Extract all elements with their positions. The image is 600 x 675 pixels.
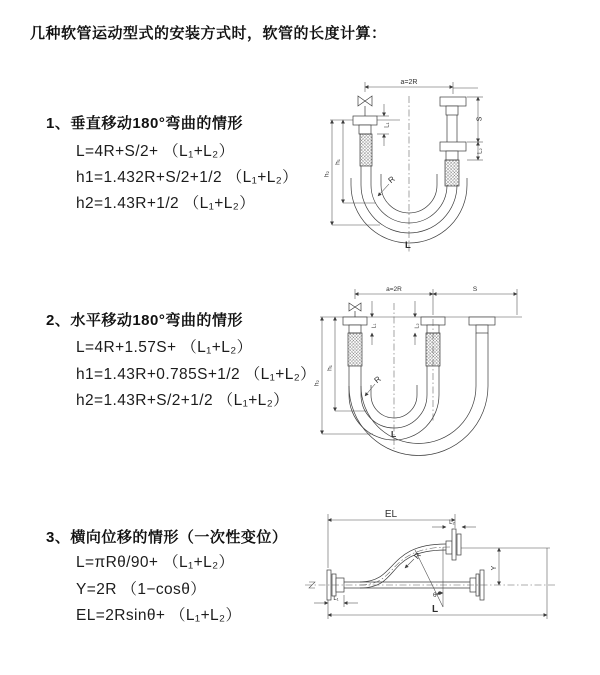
section3-formula-Y: Y=2R （1−cosθ） — [76, 581, 207, 598]
dim-label-l1: L₁ — [384, 122, 391, 128]
dim-s — [433, 286, 517, 294]
dim-label-s: S — [476, 116, 484, 122]
u-bend-hose-shifted — [349, 386, 488, 456]
dim-label-h1: h₁ — [334, 159, 342, 165]
radius-label: R — [412, 550, 423, 561]
section3-heading: 3、横向位移的情形（一次性变位） — [46, 529, 288, 546]
section1-formula-h1: h1=1.432R+S/2+1/2 （L₁+L₂） — [76, 169, 299, 186]
dim-el — [328, 509, 455, 568]
dim-label-h1: h₁ — [326, 365, 334, 371]
dim-h2 — [314, 317, 374, 434]
dim-l1 — [314, 595, 358, 607]
diagram-vertical-180-bend — [320, 70, 560, 260]
valve-icon — [358, 96, 372, 116]
valve-icon — [349, 303, 361, 317]
radius-label: R — [372, 374, 383, 385]
section1-formula-L: L=4R+S/2+ （L₁+L₂） — [76, 143, 235, 160]
dim-label-a2r: a=2R — [386, 286, 402, 293]
dim-l2 — [467, 142, 484, 160]
dim-label-s: S — [472, 286, 478, 293]
section2-formula-L: L=4R+1.57S+ （L₁+L₂） — [76, 339, 253, 356]
radius-callout — [365, 374, 383, 396]
dim-l1 — [377, 104, 391, 146]
angle-label: θ — [433, 592, 437, 599]
dim-label-l2: L₂ — [414, 323, 421, 329]
dim-label-el: EL — [384, 509, 398, 520]
displaced-flange — [446, 529, 461, 560]
dim-s — [467, 97, 484, 142]
dim-label-y: Y — [491, 565, 498, 571]
dim-label-h2: h₂ — [313, 379, 321, 387]
s-curve-hose — [360, 544, 450, 588]
dim-l — [328, 548, 547, 619]
dim-y — [491, 548, 499, 585]
length-label: L — [391, 429, 397, 439]
dim-a2r — [365, 79, 453, 94]
dim-label-l1: L₁ — [371, 323, 378, 329]
section1-formula-h2: h2=1.43R+1/2 （L₁+L₂） — [76, 195, 256, 212]
dim-label-h2: h₂ — [323, 170, 331, 178]
dim-a2r — [355, 286, 517, 315]
left-hose-fitting — [353, 116, 377, 185]
dim-label-l2: L₂ — [449, 520, 455, 526]
section3-formula-L: L=πRθ/90+ （L₁+L₂） — [76, 554, 235, 571]
section2-formula-h2: h2=1.43R+S/2+1/2 （L₁+L₂） — [76, 392, 290, 409]
dim-l1 — [372, 301, 378, 345]
dim-l2 — [432, 520, 476, 527]
dim-l2 — [415, 301, 421, 345]
section3-formula-EL: EL=2Rsinθ+ （L₁+L₂） — [76, 607, 242, 624]
diagram-horizontal-180-bend — [315, 283, 565, 468]
length-label: L — [405, 240, 411, 251]
section2-heading: 2、水平移动180°弯曲的情形 — [46, 312, 243, 329]
left-hose-fitting — [343, 317, 367, 395]
diagram-lateral-displacement — [300, 500, 600, 630]
length-label: L — [431, 604, 439, 615]
radius-label: R — [386, 174, 397, 185]
right-hose-fitting — [440, 88, 478, 186]
dim-label-a2r: a=2R — [400, 79, 418, 86]
shifted-hose-fitting — [469, 317, 495, 386]
section2-formula-h1: h1=1.43R+0.785S+1/2 （L₁+L₂） — [76, 366, 317, 383]
page-title: 几种软管运动型式的安装方式时，软管的长度计算： — [30, 25, 387, 42]
section1-heading: 1、垂直移动180°弯曲的情形 — [46, 115, 243, 132]
dim-label-l1: L₁ — [333, 596, 339, 602]
dim-label-l2: L₂ — [477, 148, 484, 154]
